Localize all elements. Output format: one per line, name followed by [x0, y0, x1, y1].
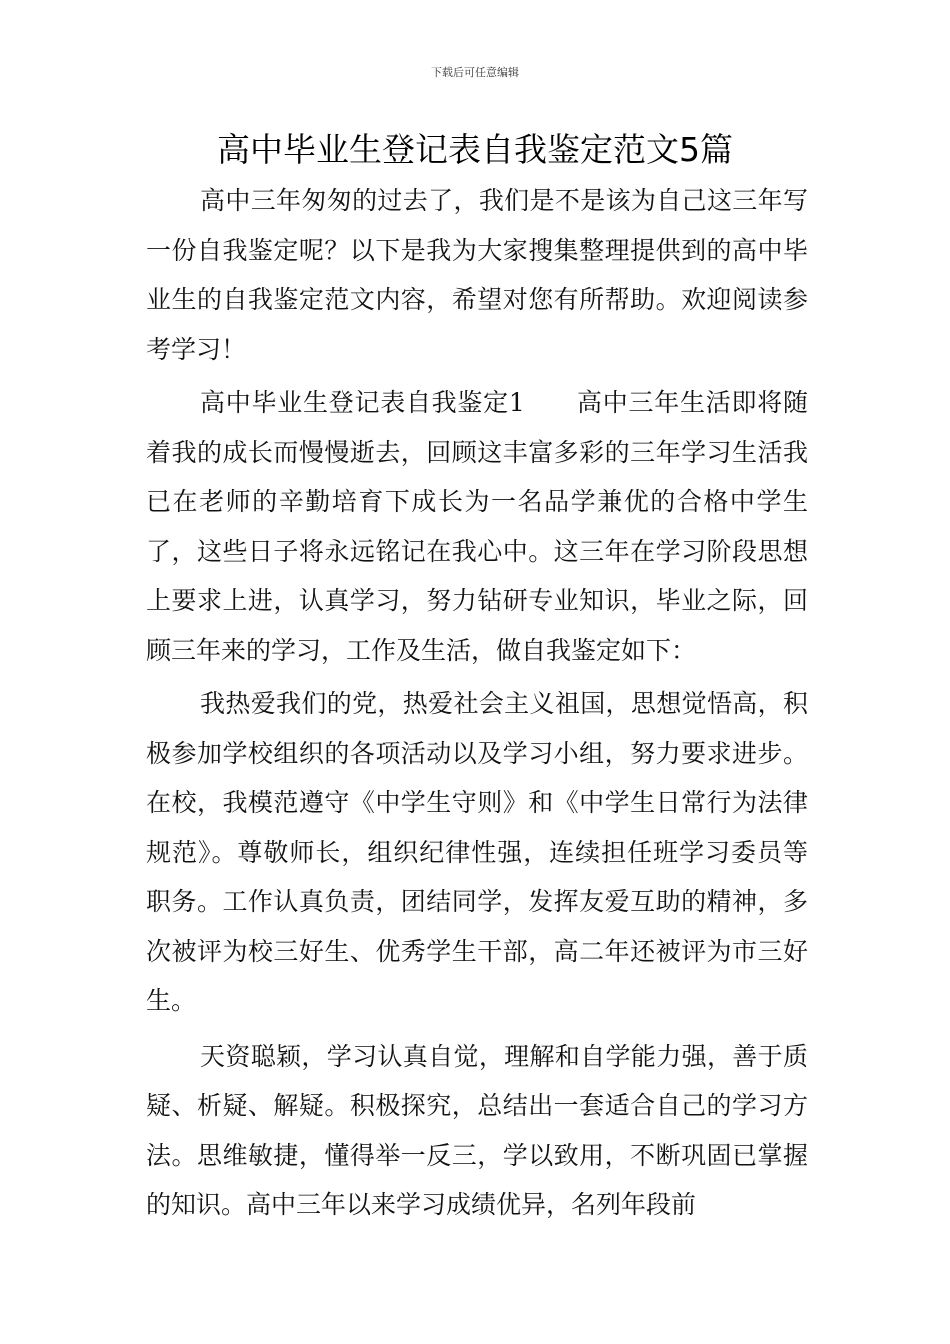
paragraph-intro: 高中三年匆匆的过去了，我们是不是该为自己这三年写一份自我鉴定呢？以下是我为大家搜集整理提供到的高中毕业生的自我鉴定范文内容，希望对您有所帮助。欢迎阅读参考学习！: [146, 186, 808, 364]
paragraph-section-1: 高中毕业生登记表自我鉴定1 高中三年生活即将随着我的成长而慢慢逝去，回顾这丰富多彩的三年学习生活我已在老师的辛勤培育下成长为一名品学兼优的合格中学生了，这些日子将永远铭记在我心中。这三年在学习阶段思想上要求上进，认真学习，努力钻研专业知识，毕业之际，回顾三年来的学习，工作及生活，做自我鉴定如下：: [146, 388, 808, 665]
paragraph-ideology: 我热爱我们的党，热爱社会主义祖国，思想觉悟高，积极参加学校组织的各项活动以及学习小组，努力要求进步。在校，我模范遵守《中学生守则》和《中学生日常行为法律规范》。尊敬师长，组织纪律性强，连续担任班学习委员等职务。工作认真负责，团结同学，发挥友爱互助的精神，多次被评为校三好生、优秀学生干部，高二年还被评为市三好生。: [146, 689, 808, 1015]
document-title: 高中毕业生登记表自我鉴定范文5篇: [217, 130, 733, 169]
paragraph-study: 天资聪颖，学习认真自觉，理解和自学能力强，善于质疑、析疑、解疑。积极探究，总结出一套适合自己的学习方法。思维敏捷，懂得举一反三，学以致用，不断巩固已掌握的知识。高中三年以来学习成绩优异，名列年段前: [146, 1041, 808, 1219]
header-note: 下载后可任意编辑: [431, 66, 519, 79]
document-body: [146, 176, 808, 1230]
